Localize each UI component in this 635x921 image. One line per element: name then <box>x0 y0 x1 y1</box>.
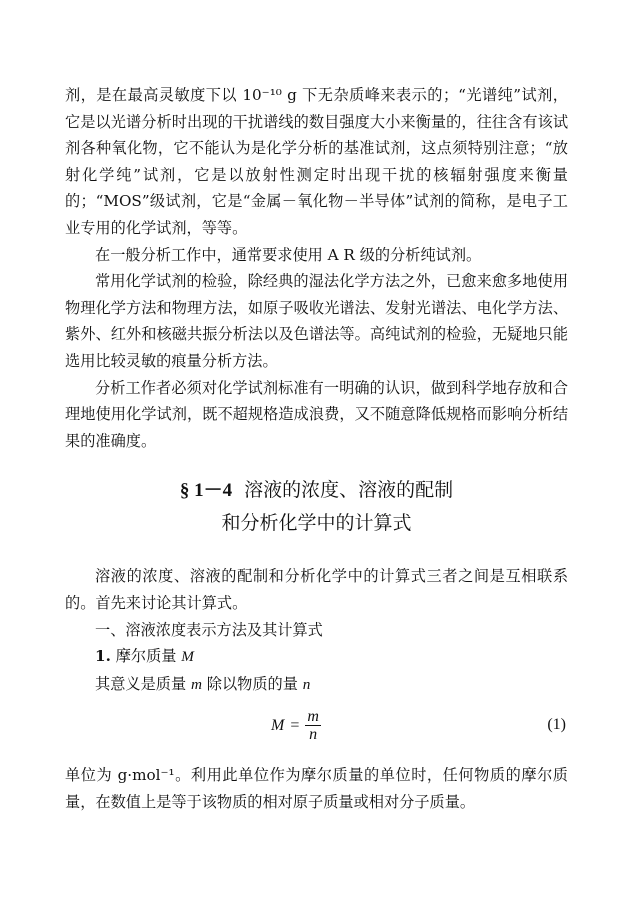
formula-row <box>65 702 568 756</box>
section-title-line2: 和分析化学中的计算式 <box>221 512 412 535</box>
meaning-line <box>65 671 568 699</box>
formula-lhs: M <box>271 716 285 734</box>
item-label: 摩尔质量 <box>115 647 177 666</box>
subsection-heading: 一、溶液浓度表示方法及其计算式 <box>95 620 323 639</box>
equation-number: (1) <box>547 716 566 734</box>
meaning-m: m <box>190 675 202 693</box>
document-page <box>65 82 568 815</box>
formula-denominator: n <box>309 726 318 744</box>
meaning-prefix: 其意义是质量 <box>95 674 187 693</box>
paragraph-ar-grade: 在一般分析工作中，通常要求使用 A R 级的分析纯试剂。 <box>95 245 482 264</box>
molar-mass-formula <box>271 708 321 743</box>
section-heading-line1 <box>65 474 568 507</box>
meaning-middle: 除以物质的量 <box>206 674 298 693</box>
section-title-line1: 溶液的浓度、溶液的配制 <box>244 479 454 502</box>
item-symbol: M <box>181 648 194 666</box>
section-heading <box>65 474 568 539</box>
paragraph-section-intro: 溶液的浓度、溶液的配制和分析化学中的计算式三者之间是互相联系的。首先来讨论其计算式。 <box>65 567 568 612</box>
formula-numerator: m <box>307 708 319 726</box>
meaning-n: n <box>302 675 311 693</box>
paragraph-reagent-testing: 常用化学试剂的检验，除经典的湿法化学方法之外，已愈来愈多地使用物理化学方法和物理方法，如原子吸收光谱法、发射光谱法、电化学方法、紫外、红外和核磁共振分析法以及色谱法等。高纯试剂的检验，无疑地只能选用比较灵敏的痕量分析方法。 <box>65 272 568 370</box>
paragraph-units: 单位为 g·mol⁻¹。利用此单位作为摩尔质量的单位时，任何物质的摩尔质量，在数值上是等于该物质的相对原子质量或相对分子质量。 <box>65 766 568 811</box>
paragraph-reagent-standards: 分析工作者必须对化学试剂标准有一明确的认识，做到科学地存放和合理地使用化学试剂，既不超规格造成浪费，又不随意降低规格而影响分析结果的准确度。 <box>65 378 568 450</box>
formula-equals: = <box>290 716 300 734</box>
section-number: § 1－4 <box>179 480 233 502</box>
formula-fraction <box>305 708 321 743</box>
item-number: 1. <box>95 647 111 666</box>
paragraph-reagent-grades: 剂，是在最高灵敏度下以 10⁻¹⁰ g 下无杂质峰来表示的；“光谱纯”试剂，它是以光谱分析时出现的干扰谱线的数目强度大小来衡量的，往往含有该试剂各种氧化物，它不能认为是化学分析的基准试剂，这点须特别注意；“放射化学纯”试剂，它是以放射性测定时出现干扰的核辐射强度来衡量的；“MOS”级试剂，它是“金属－氧化物－半导体”试剂的简称，是电子工业专用的化学试剂，等等。 <box>65 86 568 237</box>
item-molar-mass-heading <box>65 643 568 671</box>
